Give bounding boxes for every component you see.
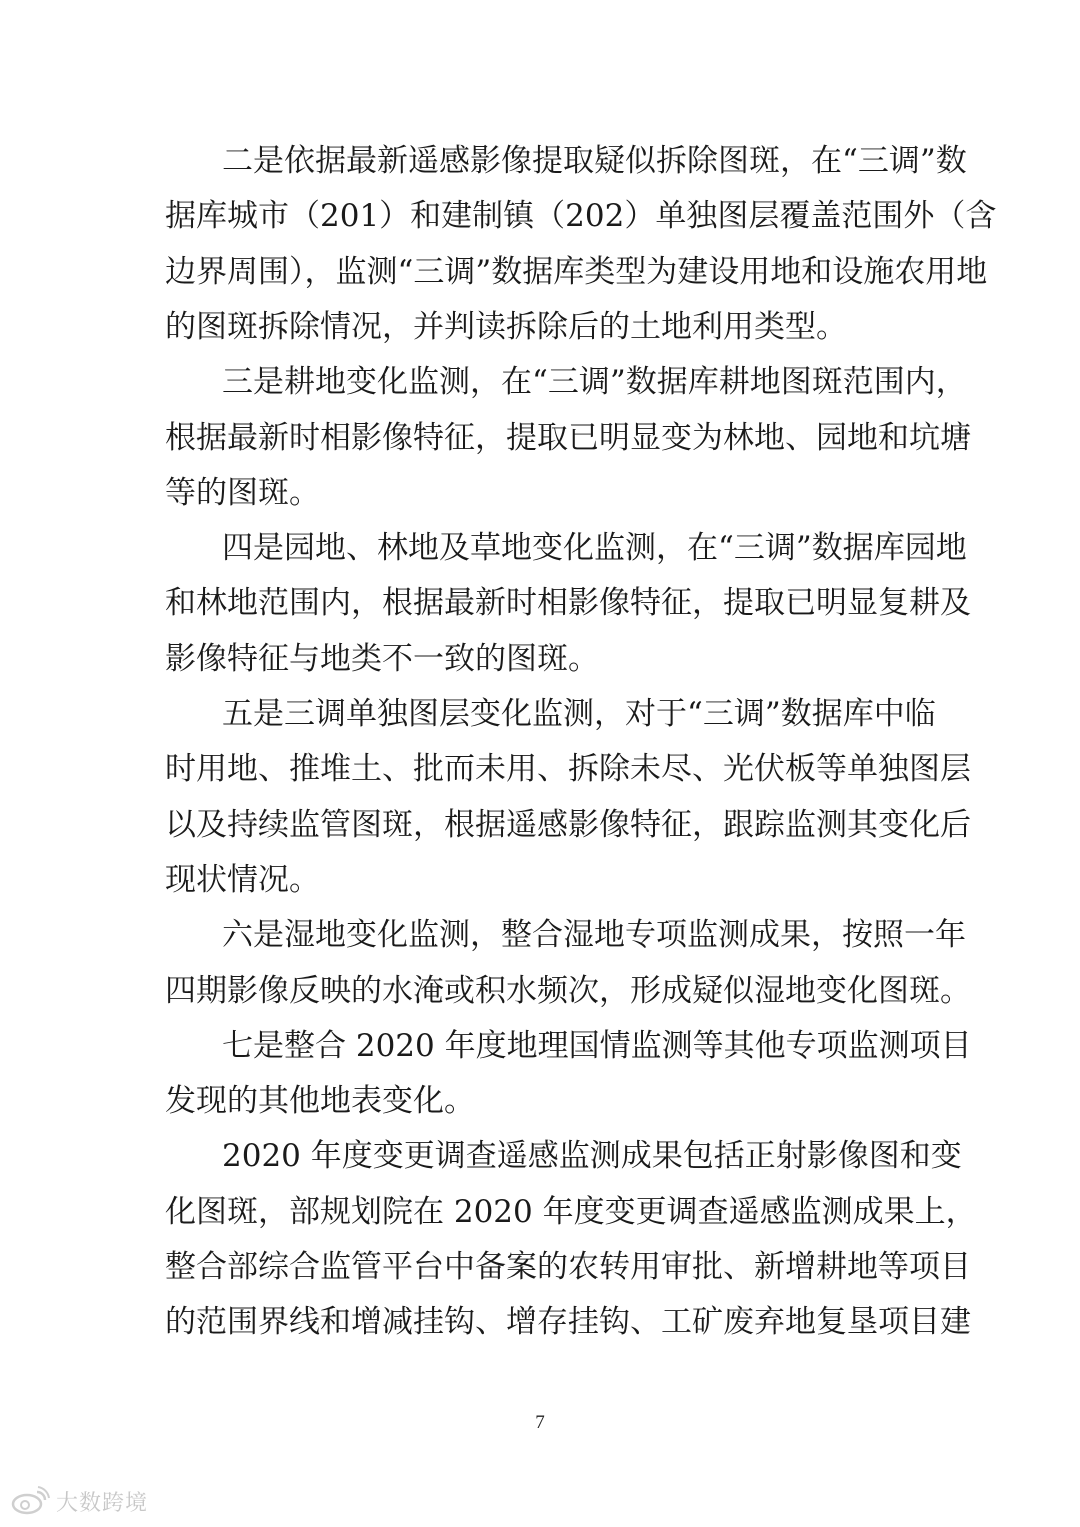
body-text-line	[0, 188, 1080, 244]
line-text: 以及持续监管图斑，根据遥感影像特征，跟踪监测其变化后	[165, 806, 971, 843]
body-text-line	[0, 244, 1080, 300]
body-text-line	[0, 354, 1080, 410]
body-text-line	[0, 133, 1080, 189]
body-text-line	[0, 520, 1080, 576]
body-text-line	[0, 1294, 1080, 1350]
line-text: 根据最新时相影像特征，提取已明显变为林地、园地和坑塘	[165, 419, 971, 456]
line-text: 六是湿地变化监测，整合湿地专项监测成果，按照一年	[222, 917, 966, 954]
body-text-line	[0, 410, 1080, 466]
line-text: 和林地范围内，根据最新时相影像特征，提取已明显复耕及	[165, 585, 971, 622]
weibo-logo-icon	[10, 1486, 50, 1516]
line-text: 二是依据最新遥感影像提取疑似拆除图斑，在“三调”数	[222, 143, 967, 179]
body-text-line	[0, 1128, 1080, 1184]
body-text-line	[0, 686, 1080, 742]
line-text: 边界周围），监测“三调”数据库类型为建设用地和设施农用地	[165, 253, 988, 290]
watermark	[10, 1483, 148, 1519]
body-text-line	[0, 1184, 1080, 1240]
line-text: 整合部综合监管平台中备案的农转用审批、新增耕地等项目	[165, 1249, 971, 1285]
page-number: 7	[535, 1412, 545, 1433]
line-text: 时用地、推堆土、批而未用、拆除未尽、光伏板等单独图层	[165, 751, 971, 788]
body-text-line	[0, 797, 1080, 853]
line-text: 五是三调单独图层变化监测，对于“三调”数据库中临	[222, 696, 936, 732]
body-text-line	[0, 907, 1080, 963]
body-text-line	[0, 1239, 1080, 1295]
line-text: 发现的其他地表变化。	[165, 1083, 475, 1120]
body-text-line	[0, 963, 1080, 1019]
line-text: 的范围界线和增减挂钩、增存挂钩、工矿废弃地复垦项目建	[165, 1304, 971, 1341]
line-text: 等的图斑。	[165, 474, 320, 511]
line-text: 三是耕地变化监测，在“三调”数据库耕地图斑范围内，	[222, 364, 967, 401]
line-text: 影像特征与地类不一致的图斑。	[165, 640, 599, 677]
body-text-line	[0, 575, 1080, 631]
line-text: 四期影像反映的水淹或积水频次，形成疑似湿地变化图斑。	[165, 972, 971, 1009]
line-text: 四是园地、林地及草地变化监测，在“三调”数据库园地	[222, 530, 967, 567]
line-text: 2020 年度变更调查遥感监测成果包括正射影像图和变	[222, 1138, 962, 1175]
line-text: 据库城市（201）和建制镇（202）单独图层覆盖范围外（含	[165, 198, 997, 235]
body-text-line	[0, 1018, 1080, 1074]
body-text-line	[0, 465, 1080, 521]
line-text: 化图斑，部规划院在 2020 年度变更调查遥感监测成果上，	[165, 1193, 977, 1230]
body-text-line	[0, 1073, 1080, 1129]
line-text: 现状情况。	[165, 861, 320, 898]
body-text-line	[0, 852, 1080, 908]
body-text-line	[0, 631, 1080, 687]
body-text-line	[0, 741, 1080, 797]
line-text: 七是整合 2020 年度地理国情监测等其他专项监测项目	[222, 1027, 972, 1064]
line-text: 的图斑拆除情况，并判读拆除后的土地利用类型。	[165, 308, 847, 345]
watermark-text: 大数跨境	[56, 1490, 149, 1516]
body-text-line	[0, 299, 1080, 355]
